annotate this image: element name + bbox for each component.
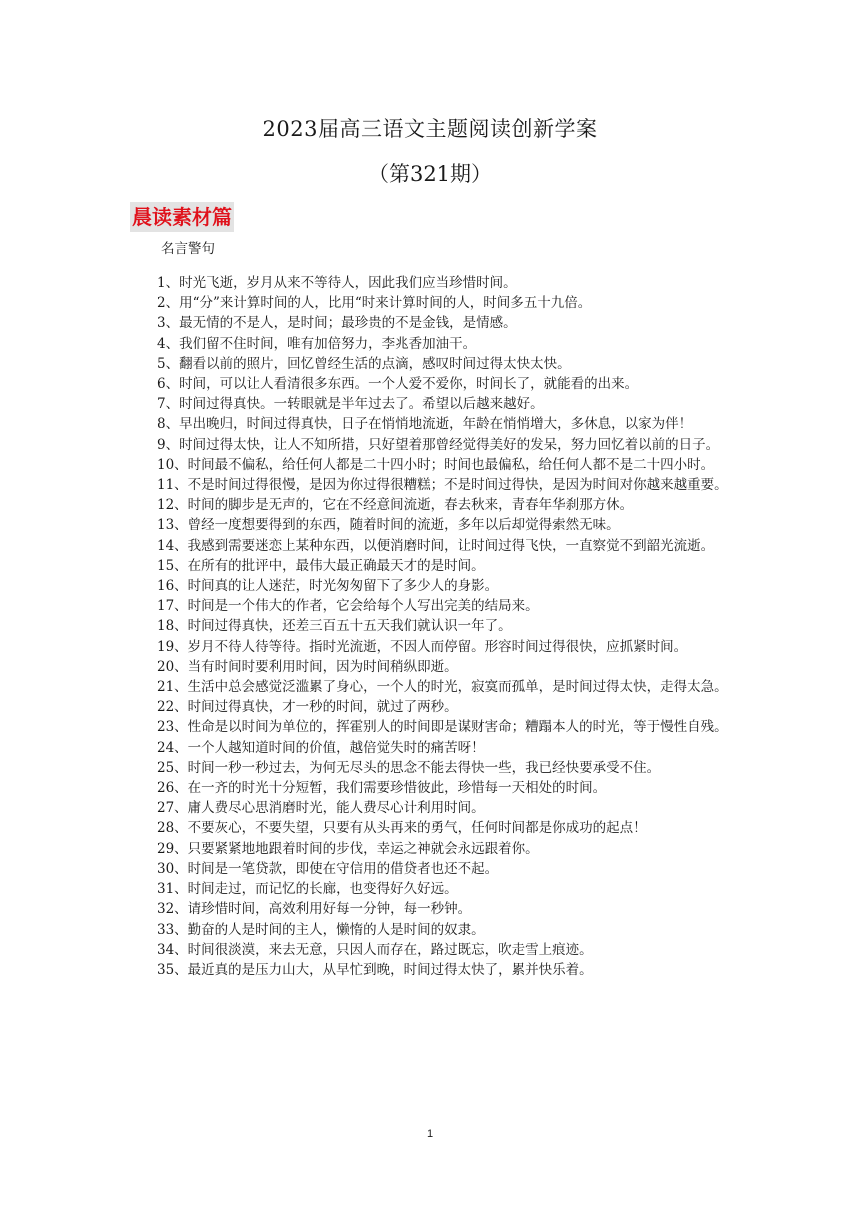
- quote-item: 18、时间过得真快，还差三百五十五天我们就认识一年了。: [157, 618, 512, 635]
- quote-item: 13、曾经一度想要得到的东西，随着时间的流逝，多年以后却觉得索然无味。: [157, 517, 620, 534]
- page-number: 1: [426, 1128, 434, 1140]
- quote-item: 20、当有时间时要利用时间，因为时间稍纵即逝。: [157, 658, 458, 675]
- quote-item: 22、时间过得真快，才一秒的时间，就过了两秒。: [157, 699, 458, 716]
- quote-list: [130, 273, 730, 980]
- quote-item: 24、一个人越知道时间的价值，越倍觉失时的痛苦呀！: [157, 739, 485, 756]
- quote-item: 7、时间过得真快。一转眼就是半年过去了。希望以后越来越好。: [157, 396, 544, 413]
- quote-item: 12、时间的脚步是无声的，它在不经意间流逝，春去秋来，青春年华刹那方休。: [157, 497, 634, 514]
- quote-item: 34、时间很淡漠，来去无意，只因人而存在，路过既忘，吹走雪上痕迹。: [157, 941, 593, 958]
- quote-item: 3、最无情的不是人，是时间；最珍贵的不是金钱，是情感。: [157, 315, 517, 332]
- quote-item: 32、请珍惜时间，高效利用好每一分钟，每一秒钟。: [157, 901, 472, 918]
- quote-item: 6、时间，可以让人看清很多东西。一个人爱不爱你，时间长了，就能看的出来。: [157, 376, 639, 393]
- quote-item: 29、只要紧紧地地跟着时间的步伐，幸运之神就会永远跟着你。: [157, 840, 539, 857]
- quote-item: 25、时间一秒一秒过去，为何无尽头的思念不能去得快一些，我已经快要承受不住。: [157, 759, 661, 776]
- quote-item: 2、用“分”来计算时间的人，比用“时来计算时间的人，时间多五十九倍。: [157, 295, 592, 312]
- quote-item: 27、庸人费尽心思消磨时光，能人费尽心计利用时间。: [157, 800, 485, 817]
- quote-item: 11、不是时间过得很慢，是因为你过得很糟糕；不是时间过得快，是因为时间对你越来越重要。: [157, 477, 728, 494]
- quote-item: 30、时间是一笔贷款，即使在守信用的借贷者也还不起。: [157, 860, 499, 877]
- quote-item: 19、岁月不待人待等待。指时光流逝，不因人而停留。形容时间过得很快，应抓紧时间。: [157, 638, 688, 655]
- quote-item: 16、时间真的让人迷茫，时光匆匆留下了多少人的身影。: [157, 578, 499, 595]
- section-header: 晨读素材篇: [130, 202, 234, 232]
- quote-item: 8、早出晚归，时间过得真快，日子在悄悄地流逝，年龄在悄悄增大，多休息，以家为伴！: [157, 416, 693, 433]
- issue-number: （第321期）: [367, 162, 493, 186]
- quote-item: 21、生活中总会感觉泛滥累了身心，一个人的时光，寂寞而孤单，是时间过得太快，走得太急。: [157, 679, 728, 696]
- quote-item: 31、时间走过，而记忆的长廊，也变得好久好远。: [157, 881, 458, 898]
- quote-item: 4、我们留不住时间，唯有加倍努力，李兆香加油干。: [157, 335, 477, 352]
- quote-item: 1、时光飞逝，岁月从来不等待人，因此我们应当珍惜时间。: [157, 275, 517, 291]
- quote-item: 33、勤奋的人是时间的主人，懒惰的人是时间的奴隶。: [157, 921, 485, 938]
- quote-item: 28、不要灰心，不要失望，只要有从头再来的勇气，任何时间都是你成功的起点！: [157, 820, 647, 837]
- quote-item: 26、在一齐的时光十分短暂，我们需要珍惜彼此，珍惜每一天相处的时间。: [157, 780, 607, 797]
- quote-item: 17、时间是一个伟大的作者，它会给每个人写出完美的结局来。: [157, 598, 539, 615]
- quote-item: 5、翻看以前的照片，回忆曾经生活的点滴，感叹时间过得太快太快。: [157, 355, 571, 372]
- quote-item: 23、性命是以时间为单位的，挥霍别人的时间即是谋财害命；糟蹋本人的时光，等于慢性自残。: [157, 719, 728, 736]
- quote-item: 9、时间过得太快，让人不知所措，只好望着那曾经觉得美好的发呆，努力回忆着以前的日子。: [157, 436, 720, 453]
- quote-item: 15、在所有的批评中，最伟大最正确最天才的是时间。: [157, 557, 485, 574]
- quote-item: 10、时间最不偏私，给任何人都是二十四小时；时间也最偏私，给任何人都不是二十四小时。: [157, 456, 715, 473]
- quote-item: 14、我感到需要迷恋上某种东西，以便消磨时间，让时间过得飞快，一直察觉不到韶光流逝。: [157, 537, 715, 554]
- quote-item: 35、最近真的是压力山大，从早忙到晚，时间过得太快了，累并快乐着。: [157, 961, 593, 978]
- document-title: 2023届高三语文主题阅读创新学案: [262, 117, 598, 141]
- subheading: 名言警句: [161, 241, 215, 257]
